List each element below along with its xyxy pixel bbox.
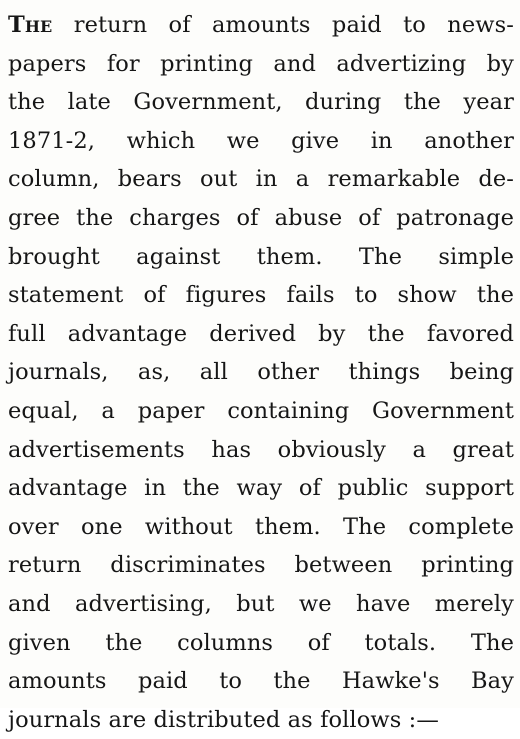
article-line: statement of figures fails to show the (8, 282, 514, 309)
article-column (8, 6, 514, 739)
article-line: the late Government, during the year (8, 89, 514, 116)
article-line: gree the charges of abuse of patronage (8, 204, 514, 231)
article-line: amounts paid to the Hawke's Bay (8, 668, 514, 695)
article-line: advertisements has obviously a great (8, 436, 514, 463)
article-line (8, 6, 514, 45)
article-line: equal, a paper containing Government (8, 397, 514, 424)
article-line: given the columns of totals. The (8, 629, 514, 656)
article-line: column, bears out in a remarkable de- (8, 166, 514, 193)
article-line: full advantage derived by the favored (8, 320, 514, 347)
article-line: brought against them. The simple (8, 243, 514, 270)
article-line: 1871-2, which we give in another (8, 127, 514, 154)
article-line: return discriminates between printing (8, 552, 514, 579)
line-text: return of amounts paid to news- (52, 12, 514, 38)
article-line: papers for printing and advertizing by (8, 50, 514, 77)
article-line: journals, as, all other things being (8, 359, 514, 386)
article-line: journals are distributed as follows :— (8, 706, 439, 733)
first-word: The (8, 12, 53, 38)
article-line: over one without them. The complete (8, 513, 514, 540)
article-line: advantage in the way of public support (8, 475, 514, 502)
article-line: and advertising, but we have merely (8, 590, 514, 617)
